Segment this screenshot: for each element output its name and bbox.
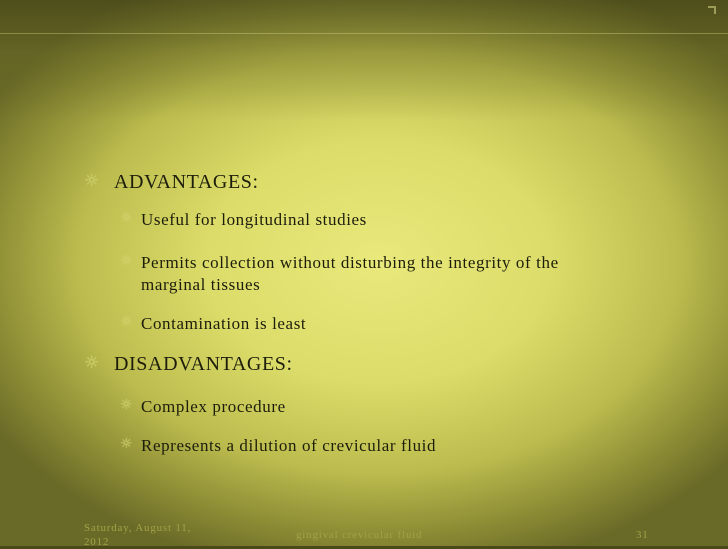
sun-bullet-icon: ☼ bbox=[120, 210, 133, 226]
bullet-disadvantage-item bbox=[120, 396, 286, 418]
disadvantages-heading: DISADVANTAGES: bbox=[114, 353, 293, 375]
bullet-advantages bbox=[84, 170, 259, 194]
disadvantage-item-text: Represents a dilution of crevicular fluid bbox=[141, 436, 437, 455]
disadvantage-item-text: Complex procedure bbox=[141, 397, 286, 416]
advantages-heading: ADVANTAGES: bbox=[114, 171, 259, 193]
bullet-advantage-item bbox=[120, 252, 559, 274]
advantage-item-text: Useful for longitudinal studies bbox=[141, 210, 367, 229]
sun-bullet-icon: ☼ bbox=[84, 353, 100, 373]
sun-bullet-icon: ☼ bbox=[120, 397, 133, 413]
bullet-advantage-item bbox=[120, 313, 306, 335]
footer-date-line: Saturday, August 11, bbox=[84, 522, 192, 534]
bullet-disadvantages bbox=[84, 352, 293, 376]
footer-title: gingival crevicular fluid bbox=[296, 529, 423, 541]
sun-bullet-icon: ☼ bbox=[120, 436, 133, 452]
bullet-disadvantage-item bbox=[120, 435, 436, 457]
sun-bullet-icon: ☼ bbox=[120, 253, 133, 269]
footer-date bbox=[84, 521, 234, 549]
slide-number: 31 bbox=[636, 529, 649, 541]
bullet-advantage-item bbox=[120, 209, 367, 231]
footer-date-line: 2012 bbox=[84, 536, 110, 548]
advantage-item-text: Contamination is least bbox=[141, 314, 307, 333]
sun-bullet-icon: ☼ bbox=[120, 314, 133, 330]
advantage-item-text: Permits collection without disturbing the integrity of the bbox=[141, 253, 559, 272]
sun-bullet-icon: ☼ bbox=[84, 171, 100, 191]
bullet-advantage-item-continuation bbox=[141, 274, 260, 296]
advantage-item-text: marginal tissues bbox=[141, 275, 261, 294]
